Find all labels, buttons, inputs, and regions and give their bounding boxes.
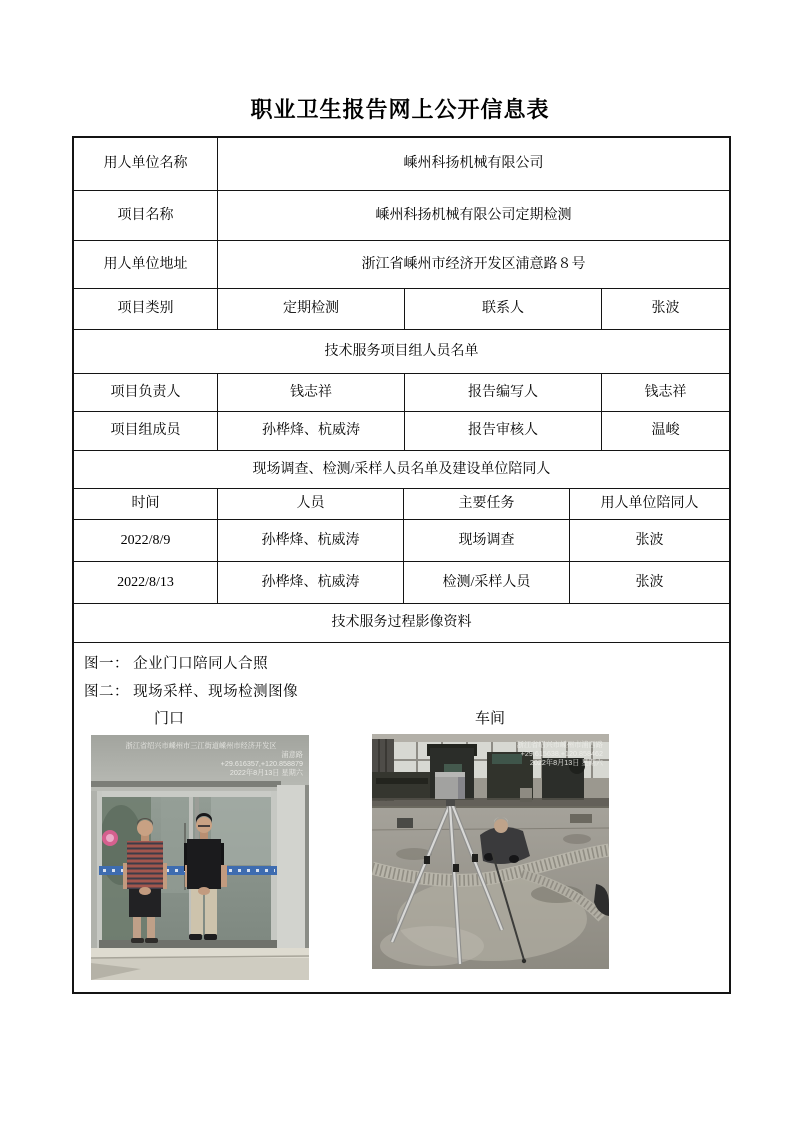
team-members-label: 项目组成员 bbox=[110, 423, 181, 439]
table-row-team-members bbox=[74, 411, 729, 450]
report-reviewer-label: 报告审核人 bbox=[404, 412, 601, 450]
media-cell bbox=[74, 642, 729, 992]
report-writer-value: 钱志祥 bbox=[601, 374, 729, 411]
col-time: 时间 bbox=[131, 496, 160, 512]
employer-name-value: 嵊州科扬机械有限公司 bbox=[217, 138, 729, 190]
workshop-watermark bbox=[517, 740, 604, 767]
table-row-site-2 bbox=[74, 561, 729, 603]
col-main-task: 主要任务 bbox=[403, 489, 569, 519]
site1-accompany: 张波 bbox=[569, 520, 729, 561]
table-row-project-category bbox=[74, 288, 729, 329]
report-reviewer-value: 温峻 bbox=[601, 412, 729, 450]
svg-text:浙江省绍兴市嵊州市三江街道嵊州市经济开发区: 浙江省绍兴市嵊州市三江街道嵊州市经济开发区 bbox=[125, 741, 277, 750]
contact-person-label: 联系人 bbox=[404, 289, 601, 329]
project-category-value: 定期检测 bbox=[217, 289, 404, 329]
report-writer-label: 报告编写人 bbox=[404, 374, 601, 411]
site2-accompany: 张波 bbox=[569, 562, 729, 603]
table-section-media-header bbox=[74, 603, 729, 642]
svg-text:+29.615638,+120.858462: +29.615638,+120.858462 bbox=[520, 749, 603, 758]
contact-person-value: 张波 bbox=[601, 289, 729, 329]
entrance-photo bbox=[91, 735, 309, 980]
svg-text:浙江省绍兴市嵊州市浦西路: 浙江省绍兴市嵊州市浦西路 bbox=[516, 740, 603, 749]
svg-text:浦意路: 浦意路 bbox=[281, 750, 303, 759]
entrance-photo-caption: 门口 bbox=[153, 711, 184, 727]
table-row-site-1 bbox=[74, 519, 729, 561]
site2-time: 2022/8/13 bbox=[117, 574, 174, 590]
site1-personnel: 孙桦烽、杭威涛 bbox=[217, 520, 403, 561]
site1-time: 2022/8/9 bbox=[120, 532, 171, 548]
employer-address-label: 用人单位地址 bbox=[103, 256, 188, 272]
team-members-value: 孙桦烽、杭威涛 bbox=[217, 412, 404, 450]
team-header: 技术服务项目组人员名单 bbox=[324, 343, 479, 359]
col-accompanying-person: 用人单位陪同人 bbox=[569, 489, 729, 519]
project-name-value: 嵊州科扬机械有限公司定期检测 bbox=[217, 191, 729, 240]
table-section-site-header bbox=[74, 450, 729, 488]
table-section-team-header bbox=[74, 329, 729, 373]
media-header: 技术服务过程影像资料 bbox=[331, 615, 472, 631]
svg-text:2022年8月13日 星期六: 2022年8月13日 星期六 bbox=[529, 758, 603, 767]
svg-text:+29.616357,+120.858879: +29.616357,+120.858879 bbox=[220, 759, 303, 768]
site2-personnel: 孙桦烽、杭威涛 bbox=[217, 562, 403, 603]
site1-task: 现场调查 bbox=[403, 520, 569, 561]
employer-address-value: 浙江省嵊州市经济开发区浦意路８号 bbox=[217, 241, 729, 288]
project-category-label: 项目类别 bbox=[117, 301, 174, 317]
site-header: 现场调查、检测/采样人员名单及建设单位陪同人 bbox=[252, 461, 551, 477]
workshop-photo-caption: 车间 bbox=[474, 711, 505, 727]
svg-text:2022年8月13日 星期六: 2022年8月13日 星期六 bbox=[229, 768, 303, 777]
workshop-photo bbox=[372, 734, 609, 969]
project-name-label: 项目名称 bbox=[117, 207, 174, 223]
figure-note-2: 图二： 现场采样、现场检测图像 bbox=[84, 684, 299, 700]
table-row-site-columns bbox=[74, 488, 729, 519]
table-row-project-leader bbox=[74, 373, 729, 411]
col-personnel: 人员 bbox=[217, 489, 403, 519]
project-leader-value: 钱志祥 bbox=[217, 374, 404, 411]
page-title: 职业卫生报告网上公开信息表 bbox=[250, 97, 550, 122]
table-row-employer-address bbox=[74, 240, 729, 288]
table-row-employer-name bbox=[74, 138, 729, 190]
table-row-project-name bbox=[74, 190, 729, 240]
employer-name-label: 用人单位名称 bbox=[103, 156, 188, 172]
report-table bbox=[72, 136, 731, 994]
site2-task: 检测/采样人员 bbox=[403, 562, 569, 603]
figure-note-1: 图一： 企业门口陪同人合照 bbox=[84, 656, 269, 672]
project-leader-label: 项目负责人 bbox=[110, 384, 181, 400]
